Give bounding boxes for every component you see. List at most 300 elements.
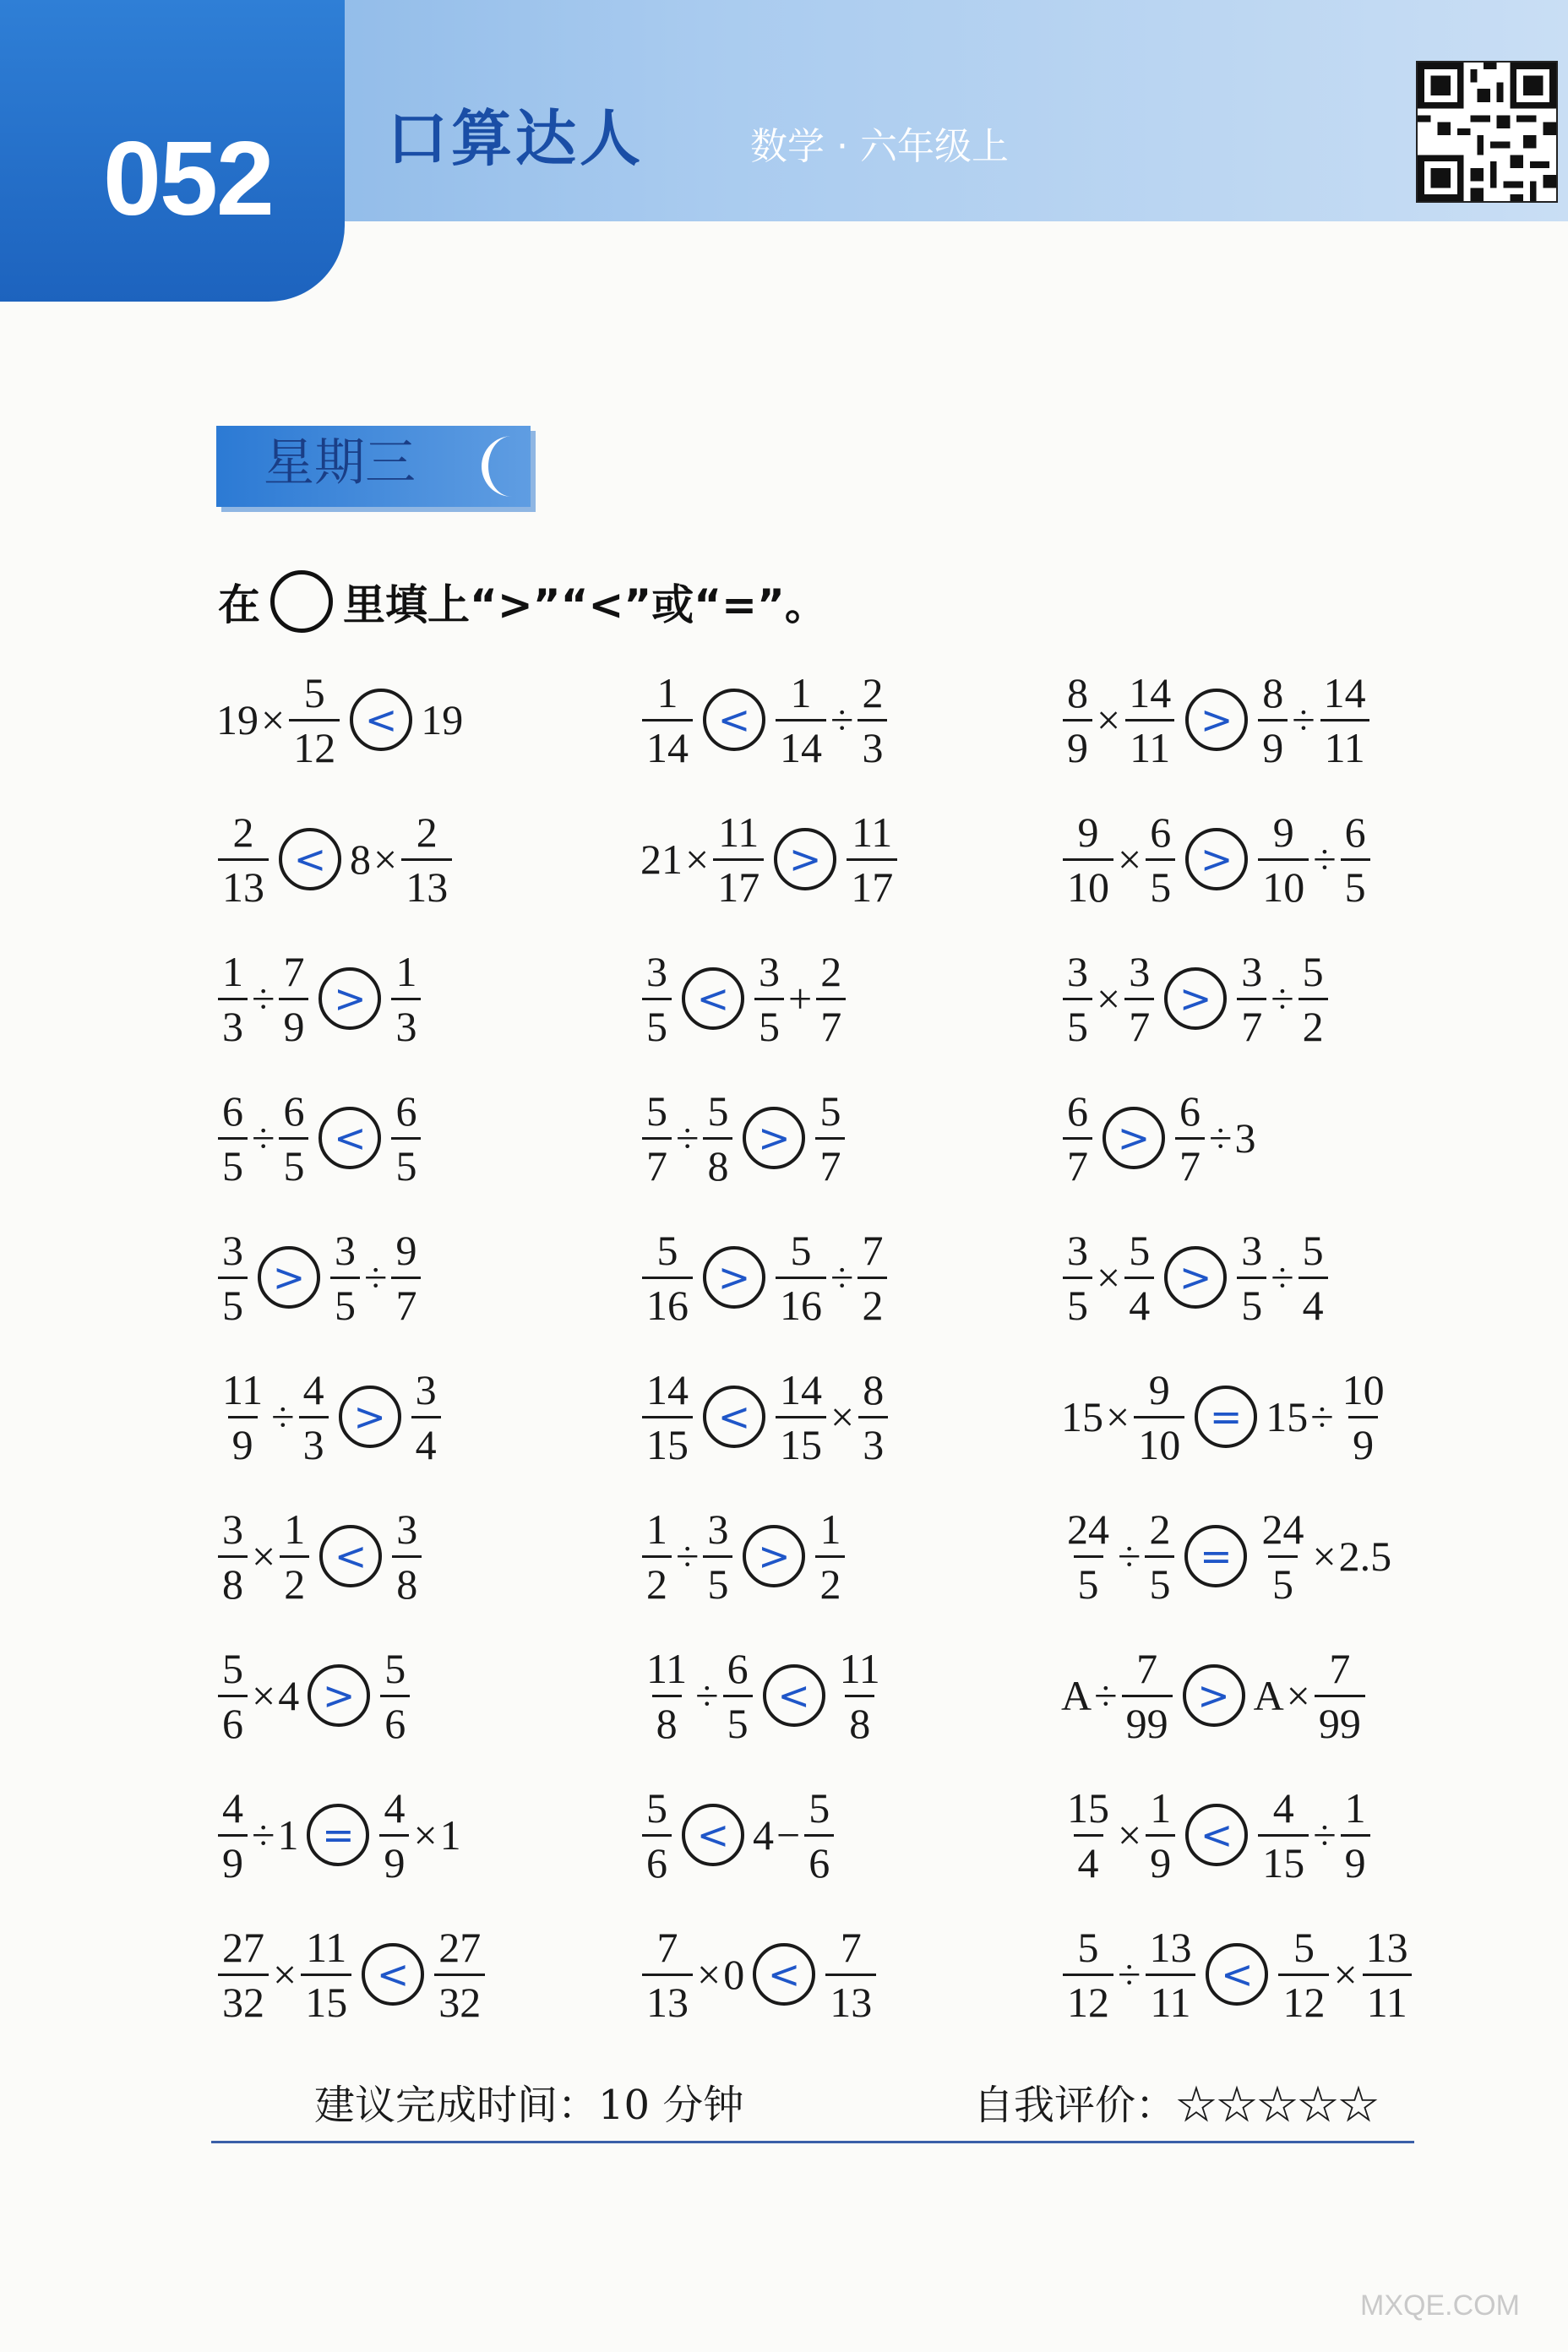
denominator: 7 <box>1237 998 1266 1048</box>
fraction <box>1145 1923 1195 2026</box>
denominator: 5 <box>703 1555 732 1605</box>
numerator: 1 <box>222 947 243 995</box>
denominator: 10 <box>1134 1416 1184 1466</box>
fraction <box>642 1783 672 1886</box>
denominator: 17 <box>847 858 897 908</box>
comparison-problem <box>1061 1366 1391 1467</box>
fraction <box>1063 1923 1113 2026</box>
operator: × <box>1312 1533 1337 1580</box>
denominator: 7 <box>1175 1137 1205 1187</box>
operator: ÷ <box>830 696 854 743</box>
answer-circle[interactable]: < <box>1206 1943 1268 2006</box>
numerator: 7 <box>862 1226 884 1274</box>
operator: × <box>252 1672 276 1719</box>
numerator: 4 <box>384 1783 406 1832</box>
fraction <box>280 1505 309 1608</box>
denominator: 3 <box>218 998 248 1048</box>
numerator: 11 <box>839 1644 880 1692</box>
fraction <box>279 947 308 1050</box>
numerator: 14 <box>1129 668 1172 716</box>
denominator: 5 <box>218 1277 248 1326</box>
numerator: 11 <box>852 808 893 856</box>
fraction <box>1063 1086 1092 1190</box>
fraction <box>301 1923 351 2026</box>
comparison-problem <box>1061 1784 1372 1886</box>
numerator: 14 <box>780 1365 822 1413</box>
footer-divider <box>211 2141 1414 2143</box>
denominator: 7 <box>391 1277 421 1326</box>
fraction <box>1122 1644 1173 1747</box>
comparison-problem <box>1061 1227 1330 1328</box>
denominator: 2 <box>642 1555 672 1605</box>
operator: ÷ <box>1313 1811 1337 1859</box>
operator: ÷ <box>364 1254 388 1301</box>
denominator: 9 <box>228 1416 258 1466</box>
fraction <box>1362 1923 1413 2026</box>
comparison-problem <box>216 1505 423 1607</box>
denominator: 5 <box>1145 1555 1174 1605</box>
comparison-problem <box>1061 948 1330 1049</box>
operator: × <box>1286 1672 1310 1719</box>
fraction <box>1063 1505 1113 1608</box>
denominator: 2 <box>1298 998 1328 1048</box>
denominator: 16 <box>776 1277 826 1326</box>
operator: × <box>1106 1393 1130 1440</box>
fraction <box>1124 947 1154 1050</box>
fraction <box>825 1923 876 2026</box>
answer-circle[interactable]: < <box>1185 1804 1248 1866</box>
fraction <box>1175 1086 1205 1190</box>
crescent-moon-icon <box>475 433 527 500</box>
denominator: 5 <box>330 1277 360 1326</box>
answer-circle[interactable]: < <box>703 1386 765 1448</box>
fraction <box>858 1226 887 1329</box>
fraction <box>1341 1783 1370 1886</box>
suggested-time: 建议完成时间：10 分钟 <box>314 2082 744 2129</box>
subject-label: 数学 · 六年级上 <box>750 125 1009 168</box>
denominator: 7 <box>815 1137 845 1187</box>
denominator: 7 <box>816 998 846 1048</box>
denominator: 8 <box>703 1137 732 1187</box>
answer-circle[interactable]: > <box>1164 967 1227 1030</box>
denominator: 4 <box>1124 1277 1154 1326</box>
fraction <box>847 808 897 911</box>
denominator: 5 <box>754 998 784 1048</box>
comparison-problem <box>640 1924 878 2025</box>
numerator: 27 <box>222 1923 264 1971</box>
operator: ÷ <box>252 975 275 1022</box>
denominator: 9 <box>1063 719 1092 769</box>
fraction <box>1258 668 1288 771</box>
operator: × <box>1097 975 1121 1022</box>
denominator: 5 <box>1341 858 1370 908</box>
fraction <box>816 947 846 1050</box>
denominator: 13 <box>642 1974 693 2023</box>
denominator: 16 <box>642 1277 693 1326</box>
answer-circle[interactable]: < <box>763 1664 825 1727</box>
fraction <box>218 1505 248 1608</box>
numerator: 3 <box>222 1505 243 1553</box>
denominator: 7 <box>1124 998 1154 1048</box>
operator: × <box>1097 1254 1121 1301</box>
operator: ÷ <box>676 1114 700 1162</box>
comparison-problem <box>1061 1505 1391 1607</box>
denominator: 5 <box>279 1137 308 1187</box>
number: 2.5 <box>1338 1533 1392 1580</box>
denominator: 5 <box>1237 1277 1266 1326</box>
operator: − <box>776 1811 801 1859</box>
numerator: 13 <box>1149 1923 1192 1971</box>
operator: ÷ <box>1118 1533 1141 1580</box>
denominator: 5 <box>642 998 672 1048</box>
answer-circle[interactable]: > <box>743 1525 805 1587</box>
fraction <box>434 1923 485 2026</box>
number: 4 <box>753 1811 774 1859</box>
numerator: 5 <box>646 1086 667 1135</box>
fraction <box>776 1226 826 1329</box>
operator: ÷ <box>1271 1254 1294 1301</box>
operator: ÷ <box>271 1393 295 1440</box>
numerator: 1 <box>646 1505 667 1553</box>
fraction <box>218 1086 248 1190</box>
numerator: 5 <box>790 1226 812 1274</box>
numerator: 14 <box>1323 668 1366 716</box>
numerator: 6 <box>222 1086 243 1135</box>
denominator: 13 <box>401 858 452 908</box>
denominator: 8 <box>218 1555 248 1605</box>
fraction <box>713 808 764 911</box>
numerator: 1 <box>1344 1783 1366 1832</box>
fraction <box>776 668 826 771</box>
instruction-suffix: 里填上“>”“<”或“=”。 <box>343 580 827 629</box>
denominator: 8 <box>392 1555 422 1605</box>
answer-circle[interactable]: < <box>682 1804 744 1866</box>
fraction <box>642 1644 691 1747</box>
comparison-problem <box>640 1784 836 1886</box>
numerator: 5 <box>384 1644 406 1692</box>
answer-circle[interactable]: = <box>307 1804 369 1866</box>
operator: ÷ <box>1313 836 1337 883</box>
fraction <box>330 1226 360 1329</box>
denominator: 12 <box>1278 1974 1329 2023</box>
denominator: 14 <box>776 719 826 769</box>
numerator: 6 <box>395 1086 417 1135</box>
qr-code-icon <box>1416 61 1558 203</box>
numerator: 24 <box>1067 1505 1109 1553</box>
numerator: 11 <box>646 1644 688 1692</box>
comparison-problem <box>216 1784 461 1886</box>
answer-circle[interactable]: > <box>339 1386 401 1448</box>
comparison-problem <box>216 1087 422 1189</box>
denominator: 10 <box>1063 858 1113 908</box>
fraction <box>1063 1226 1092 1329</box>
denominator: 5 <box>218 1137 248 1187</box>
numerator: 7 <box>1136 1644 1158 1692</box>
instruction <box>218 568 827 635</box>
fraction <box>858 1365 888 1468</box>
operator: ÷ <box>252 1811 275 1859</box>
numerator: 7 <box>283 947 305 995</box>
answer-circle[interactable]: < <box>350 689 412 751</box>
denominator: 5 <box>1268 1555 1298 1605</box>
operator: ÷ <box>1209 1114 1233 1162</box>
denominator: 5 <box>723 1695 753 1745</box>
operator: × <box>685 836 710 883</box>
numerator: 1 <box>790 668 812 716</box>
comparison-problem <box>216 1227 422 1328</box>
operator: × <box>1333 1951 1358 1998</box>
fraction <box>1257 1505 1308 1608</box>
numerator: 9 <box>1272 808 1294 856</box>
numerator: 5 <box>1302 947 1324 995</box>
denominator: 3 <box>299 1416 329 1466</box>
fraction <box>642 1923 693 2026</box>
numerator: 7 <box>840 1923 862 1971</box>
denominator: 2 <box>280 1555 309 1605</box>
denominator: 6 <box>218 1695 248 1745</box>
denominator: 4 <box>1074 1834 1103 1884</box>
operator: ÷ <box>695 1672 719 1719</box>
denominator: 13 <box>218 858 269 908</box>
answer-circle[interactable]: > <box>308 1664 370 1727</box>
numerator: 27 <box>438 1923 482 1971</box>
fraction <box>815 1505 845 1608</box>
numerator: 14 <box>646 1365 689 1413</box>
comparison-problem <box>640 1366 890 1467</box>
answer-circle[interactable]: < <box>318 1107 381 1169</box>
denominator: 9 <box>1146 1834 1175 1884</box>
denominator: 4 <box>1298 1277 1328 1326</box>
answer-circle[interactable]: < <box>682 967 744 1030</box>
numerator: 2 <box>1149 1505 1171 1553</box>
denominator: 5 <box>1063 998 1092 1048</box>
answer-circle[interactable]: > <box>1185 689 1248 751</box>
fraction <box>1258 1783 1309 1886</box>
answer-circle[interactable]: > <box>1183 1664 1245 1727</box>
denominator: 9 <box>379 1834 409 1884</box>
numerator: 8 <box>1262 668 1284 716</box>
number: 1 <box>439 1811 461 1859</box>
fraction <box>1315 1644 1365 1747</box>
operator: ÷ <box>830 1254 854 1301</box>
answer-circle[interactable]: = <box>1184 1525 1247 1587</box>
fraction <box>218 1226 248 1329</box>
number: 8 <box>350 836 371 883</box>
number: A <box>1061 1672 1092 1719</box>
fraction <box>1341 808 1370 911</box>
denominator: 14 <box>642 719 693 769</box>
fraction <box>642 668 693 771</box>
fraction <box>642 1365 693 1468</box>
fraction <box>218 947 248 1050</box>
fraction <box>858 668 887 771</box>
fraction <box>642 1226 693 1329</box>
fraction <box>1134 1365 1184 1468</box>
number: 0 <box>723 1951 745 1998</box>
self-evaluation: 自我评价：☆☆☆☆☆ <box>973 2082 1380 2129</box>
number: A <box>1253 1672 1284 1719</box>
numerator: 11 <box>306 1923 347 1971</box>
answer-circle[interactable]: > <box>774 828 836 890</box>
comparison-problem <box>640 1087 847 1189</box>
fraction <box>1063 668 1092 771</box>
operator: ÷ <box>1292 696 1315 743</box>
fraction <box>1258 808 1309 911</box>
comparison-problem <box>640 1645 886 1746</box>
fraction <box>1146 808 1175 911</box>
page-number: 052 <box>103 121 273 237</box>
denominator: 7 <box>1063 1137 1092 1187</box>
fraction <box>804 1783 834 1886</box>
numerator: 3 <box>396 1505 418 1553</box>
numerator: 1 <box>656 668 678 716</box>
numerator: 5 <box>707 1086 729 1135</box>
fraction <box>776 1365 826 1468</box>
fraction <box>1063 947 1092 1050</box>
fraction <box>392 1505 422 1608</box>
numerator: 3 <box>646 947 667 995</box>
comparison-problem <box>1061 1087 1255 1189</box>
numerator: 6 <box>727 1644 749 1692</box>
numerator: 5 <box>656 1226 678 1274</box>
denominator: 5 <box>1063 1277 1092 1326</box>
denominator: 10 <box>1258 858 1309 908</box>
fraction <box>1063 808 1113 911</box>
fraction <box>642 1505 672 1608</box>
operator: ÷ <box>1094 1672 1118 1719</box>
fraction <box>299 1365 329 1468</box>
fraction <box>289 668 340 771</box>
number: 15 <box>1266 1393 1309 1440</box>
numerator: 9 <box>1077 808 1099 856</box>
fraction <box>1237 947 1266 1050</box>
denominator: 13 <box>825 1974 876 2023</box>
comparison-problem <box>216 1366 443 1467</box>
number: 21 <box>640 836 683 883</box>
operator: × <box>252 1533 276 1580</box>
answer-circle[interactable]: > <box>1185 828 1248 890</box>
numerator: 15 <box>1067 1783 1109 1832</box>
denominator: 17 <box>713 858 764 908</box>
denominator: 15 <box>776 1416 826 1466</box>
fraction <box>391 1226 421 1329</box>
denominator: 11 <box>1320 719 1369 769</box>
fraction <box>1298 947 1328 1050</box>
answer-circle[interactable]: < <box>703 689 765 751</box>
answer-circle[interactable]: > <box>258 1246 320 1309</box>
number: 15 <box>1061 1393 1103 1440</box>
comparison-problem <box>640 669 889 770</box>
answer-circle[interactable]: < <box>319 1525 382 1587</box>
denominator: 11 <box>1125 719 1174 769</box>
brand-title: 口算达人 <box>387 103 645 174</box>
numerator: 24 <box>1261 1505 1304 1553</box>
denominator: 3 <box>858 719 887 769</box>
circle-icon <box>270 570 333 633</box>
numerator: 7 <box>656 1923 678 1971</box>
answer-circle[interactable]: < <box>279 828 341 890</box>
answer-circle[interactable]: < <box>362 1943 424 2006</box>
numerator: 7 <box>1329 1644 1351 1692</box>
numerator: 6 <box>1150 808 1172 856</box>
operator: × <box>830 1393 855 1440</box>
answer-circle[interactable]: > <box>743 1107 805 1169</box>
numerator: 5 <box>1293 1923 1315 1971</box>
answer-circle[interactable]: = <box>1195 1386 1257 1448</box>
denominator: 3 <box>858 1416 888 1466</box>
denominator: 15 <box>301 1974 351 2023</box>
answer-circle[interactable]: > <box>1164 1246 1227 1309</box>
denominator: 12 <box>289 719 340 769</box>
numerator: 6 <box>283 1086 305 1135</box>
numerator: 1 <box>284 1505 306 1553</box>
denominator: 2 <box>815 1555 845 1605</box>
numerator: 5 <box>303 668 325 716</box>
denominator: 9 <box>1348 1416 1378 1466</box>
fraction <box>1320 668 1370 771</box>
denominator: 6 <box>642 1834 672 1884</box>
numerator: 2 <box>416 808 438 856</box>
fraction <box>815 1086 845 1190</box>
numerator: 5 <box>1077 1923 1099 1971</box>
operator: ÷ <box>252 1114 275 1162</box>
numerator: 3 <box>222 1226 243 1274</box>
denominator: 15 <box>642 1416 693 1466</box>
comparison-problem <box>640 1505 847 1607</box>
answer-circle[interactable]: > <box>1102 1107 1165 1169</box>
fraction <box>218 1783 248 1886</box>
denominator: 4 <box>411 1416 441 1466</box>
comparison-problem <box>216 669 463 770</box>
numerator: 3 <box>1241 947 1263 995</box>
answer-circle[interactable]: > <box>318 967 381 1030</box>
numerator: 1 <box>395 947 417 995</box>
fraction <box>401 808 452 911</box>
denominator: 8 <box>845 1695 874 1745</box>
fraction <box>218 1644 248 1747</box>
numerator: 9 <box>1148 1365 1170 1413</box>
operator: × <box>413 1811 438 1859</box>
numerator: 5 <box>819 1086 841 1135</box>
answer-circle[interactable]: < <box>753 1943 815 2006</box>
operator: × <box>373 836 398 883</box>
numerator: 4 <box>222 1783 243 1832</box>
numerator: 2 <box>820 947 842 995</box>
comparison-problem <box>640 948 847 1049</box>
numerator: 9 <box>395 1226 417 1274</box>
denominator: 11 <box>1363 1974 1412 2023</box>
number: 4 <box>278 1672 300 1719</box>
fraction <box>703 1505 732 1608</box>
denominator: 5 <box>391 1137 421 1187</box>
denominator: 9 <box>279 998 308 1048</box>
numerator: 2 <box>862 668 884 716</box>
comparison-problem <box>216 1924 487 2025</box>
operator: ÷ <box>1271 975 1294 1022</box>
comparison-problem <box>640 808 899 910</box>
numerator: 3 <box>759 947 780 995</box>
numerator: 4 <box>1272 1783 1294 1832</box>
fraction <box>380 1644 410 1747</box>
day-label: 星期三 <box>264 433 416 493</box>
numerator: 1 <box>1150 1783 1172 1832</box>
operator: + <box>788 975 813 1022</box>
numerator: 3 <box>1067 1226 1088 1274</box>
fraction <box>1338 1365 1389 1468</box>
numerator: 5 <box>1129 1226 1151 1274</box>
fraction <box>642 947 672 1050</box>
answer-circle[interactable]: > <box>703 1246 765 1309</box>
